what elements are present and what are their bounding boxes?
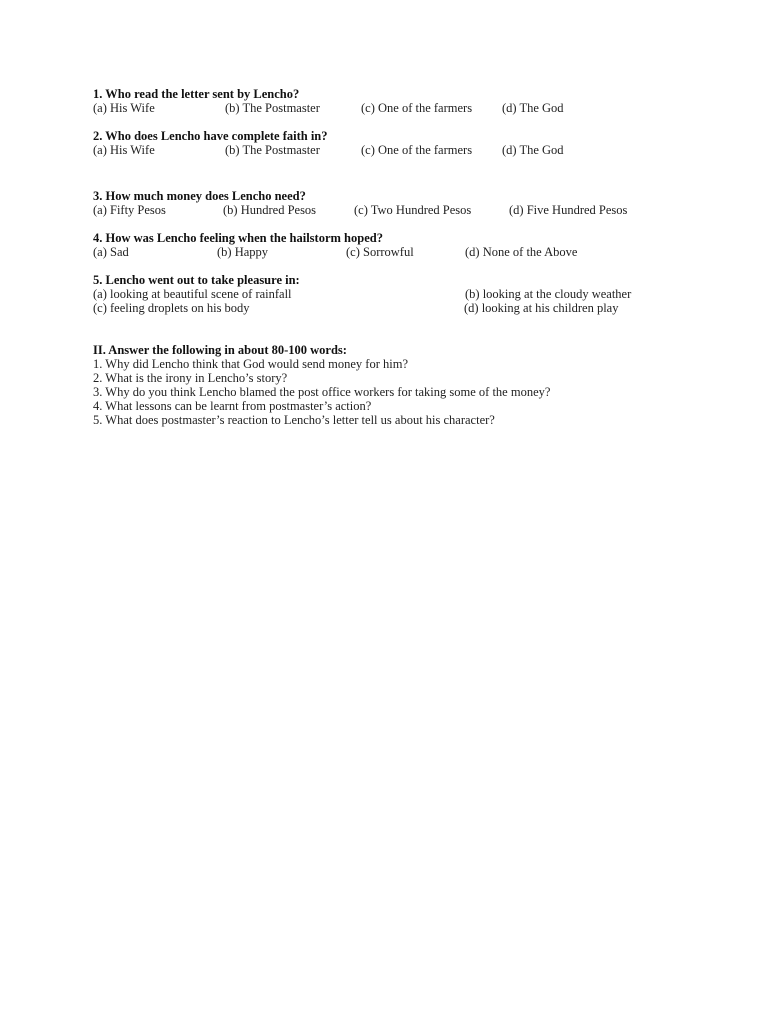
option-a: (a) Sad bbox=[93, 245, 129, 259]
mcq-question-2: 2. Who does Lencho have complete faith in? bbox=[93, 129, 328, 143]
section-2-question-4: 4. What lessons can be learnt from postmaster’s action? bbox=[93, 399, 372, 413]
option-d: (d) looking at his children play bbox=[464, 301, 619, 315]
option-b: (b) Hundred Pesos bbox=[223, 203, 317, 217]
section-2-question-5: 5. What does postmaster’s reaction to Lencho’s letter tell us about his character? bbox=[93, 413, 495, 427]
option-a: (a) His Wife bbox=[93, 101, 155, 115]
mcq-question-3: 3. How much money does Lencho need? bbox=[93, 189, 306, 203]
option-b: (b) The Postmaster bbox=[225, 143, 320, 157]
option-b: (b) Happy bbox=[217, 245, 269, 259]
section-2-question-3: 3. Why do you think Lencho blamed the post office workers for taking some of the money? bbox=[93, 385, 551, 399]
section-2-question-1: 1. Why did Lencho think that God would send money for him? bbox=[93, 357, 408, 371]
option-d: (d) The God bbox=[502, 143, 564, 157]
option-c: (c) Two Hundred Pesos bbox=[354, 203, 472, 217]
option-b: (b) The Postmaster bbox=[225, 101, 320, 115]
mcq-question-4: 4. How was Lencho feeling when the hailstorm hoped? bbox=[93, 231, 383, 245]
option-a: (a) looking at beautiful scene of rainfall bbox=[93, 287, 292, 301]
section-2-question-2: 2. What is the irony in Lencho’s story? bbox=[93, 371, 288, 385]
mcq-question-5: 5. Lencho went out to take pleasure in: bbox=[93, 273, 300, 287]
option-d: (d) None of the Above bbox=[465, 245, 578, 259]
option-c: (c) One of the farmers bbox=[361, 101, 473, 115]
option-d: (d) Five Hundred Pesos bbox=[509, 203, 628, 217]
option-d: (d) The God bbox=[502, 101, 564, 115]
option-c: (c) Sorrowful bbox=[346, 245, 414, 259]
option-a: (a) His Wife bbox=[93, 143, 155, 157]
mcq-question-1: 1. Who read the letter sent by Lencho? bbox=[93, 87, 300, 101]
option-c: (c) feeling droplets on his body bbox=[93, 301, 250, 315]
option-c: (c) One of the farmers bbox=[361, 143, 473, 157]
option-b: (b) looking at the cloudy weather bbox=[465, 287, 632, 301]
option-a: (a) Fifty Pesos bbox=[93, 203, 166, 217]
section-2-heading: II. Answer the following in about 80-100 words: bbox=[93, 343, 347, 357]
